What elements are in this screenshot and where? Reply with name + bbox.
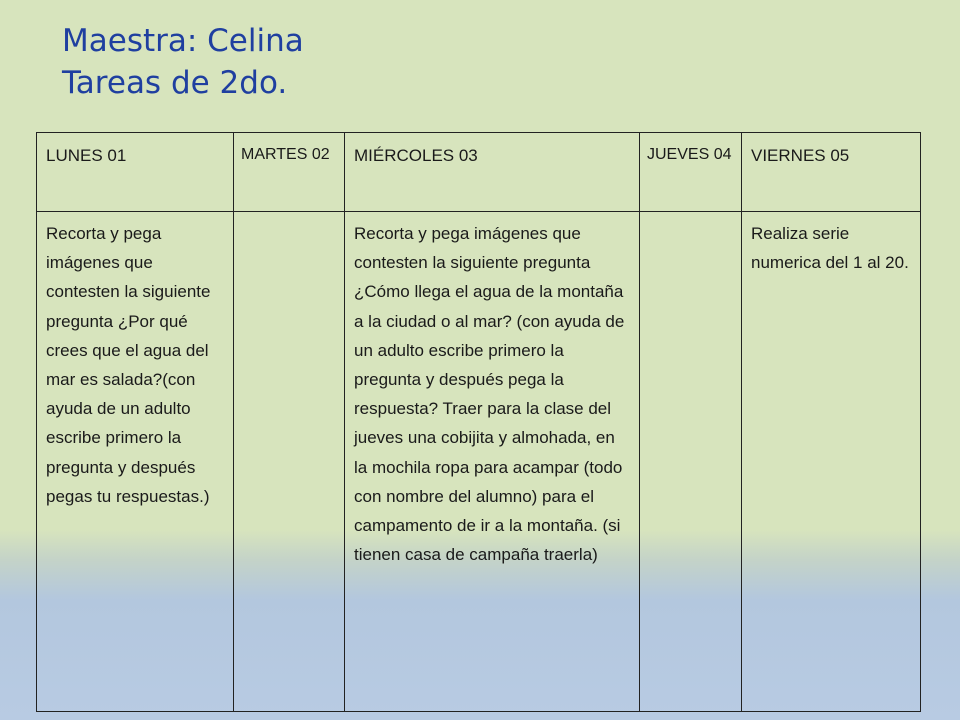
task-cell-monday: Recorta y pega imágenes que contesten la siguiente pregunta ¿Por qué crees que el agua del mar es salada?(con ayuda de un adulto escribe primero la pregunta y después pegas tu respuestas.): [37, 212, 234, 712]
page-title: [62, 20, 304, 104]
table-row: [37, 212, 921, 712]
column-header-wednesday: MIÉRCOLES 03: [345, 133, 640, 212]
column-header-monday: LUNES 01: [37, 133, 234, 212]
task-cell-friday: Realiza serie numerica del 1 al 20.: [742, 212, 921, 712]
column-header-thursday: JUEVES 04: [640, 133, 742, 212]
table-header-row: [37, 133, 921, 212]
homework-grade-title: Tareas de 2do.: [62, 65, 288, 101]
task-cell-wednesday: Recorta y pega imágenes que contesten la siguiente pregunta ¿Cómo llega el agua de la montaña a la ciudad o al mar? (con ayuda de un adulto escribe primero la pregunta y después pega la respuesta? Traer para la clase del jueves una cobijita y almohada, en la mochila ropa para acampar (todo con nombre del alumno) para el campamento de ir a la montaña. (si tienen casa de campaña traerla): [345, 212, 640, 712]
column-header-tuesday: MARTES 02: [234, 133, 345, 212]
weekly-homework-table: [36, 132, 921, 712]
teacher-name-title: Maestra: Celina: [62, 23, 304, 59]
task-cell-tuesday: [234, 212, 345, 712]
column-header-friday: VIERNES 05: [742, 133, 921, 212]
task-cell-thursday: [640, 212, 742, 712]
